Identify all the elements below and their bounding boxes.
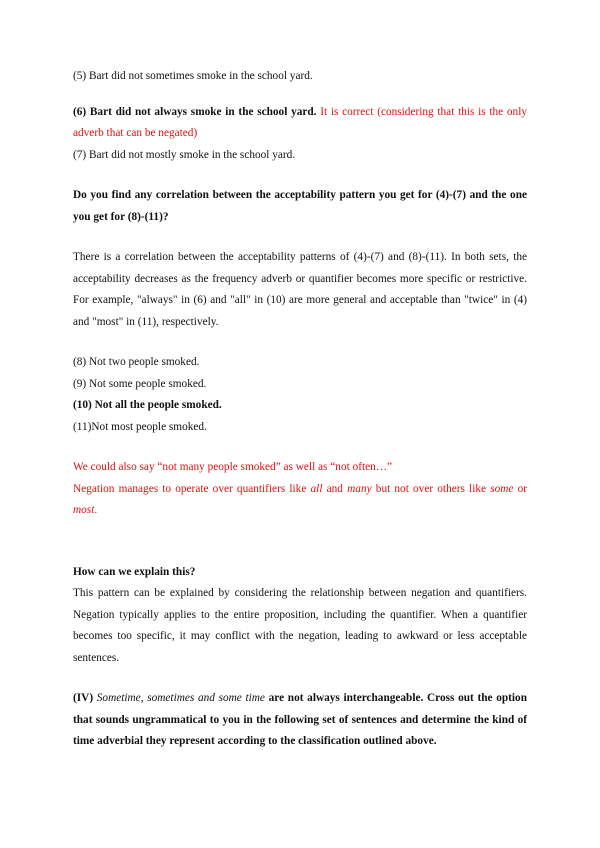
document-body (73, 66, 527, 753)
note-term-some: some (490, 482, 514, 495)
note-term-many: many (347, 482, 372, 495)
example-6 (73, 102, 527, 145)
note-line-2 (73, 479, 527, 522)
note-term-all: all (310, 482, 323, 495)
question-correlation: Do you find any correlation between the acceptability pattern you get for (4)-(7) and the one you get for (8)-(11)? (73, 189, 527, 223)
note-term-most: most (73, 504, 95, 516)
task-terms: Sometime, sometimes and some time (96, 692, 265, 704)
task-label: (IV) (73, 692, 94, 704)
note-text-and: and (322, 482, 348, 495)
note-text-b: but not over others like (371, 482, 491, 495)
example-6-note: It is correct (considering that this is the only adverb that can be negated) (73, 105, 527, 139)
note-text-end: . (94, 504, 98, 516)
answer-correlation: There is a correlation between the acceptability patterns of (4)-(7) and (8)-(11). In both sets, the acceptability decreases as the frequency adverb or quantifier becomes more specific or restrictive. For example, "always" in (6) and "all" in (10) are more general and acceptable than "twice" in (4) and "most" in (11), respectively. (73, 251, 527, 328)
note-text-or: or (513, 482, 527, 495)
question-explain: How can we explain this? (73, 565, 196, 578)
example-7: (7) Bart did not mostly smoke in the school yard. (73, 148, 296, 161)
task-instructions: are not always interchangeable. Cross out the option that sounds ungrammatical to you in the following set of sentences and determine the kind of time adverbial they represent according to the classification outlined above. (73, 692, 527, 747)
task-iv (73, 688, 527, 753)
note-text-a: Negation manages to operate over quantifiers like (73, 482, 311, 495)
answer-explain: This pattern can be explained by considering the relationship between negation and quantifiers. Negation typically applies to the entire proposition, including the quantifier. When a quantifier becomes too specific, it may conflict with the negation, leading to awkward or less acceptable sentences. (73, 587, 527, 664)
example-8: (8) Not two people smoked. (73, 356, 200, 368)
example-10: (10) Not all the people smoked. (73, 399, 222, 411)
example-9: (9) Not some people smoked. (73, 377, 207, 390)
example-5: (5) Bart did not sometimes smoke in the school yard. (73, 70, 313, 82)
example-6-sentence: (6) Bart did not always smoke in the school yard. (73, 105, 317, 118)
example-11: (11)Not most people smoked. (73, 420, 207, 433)
note-line-1: We could also say “not many people smoked” as well as “not often…” (73, 461, 393, 473)
